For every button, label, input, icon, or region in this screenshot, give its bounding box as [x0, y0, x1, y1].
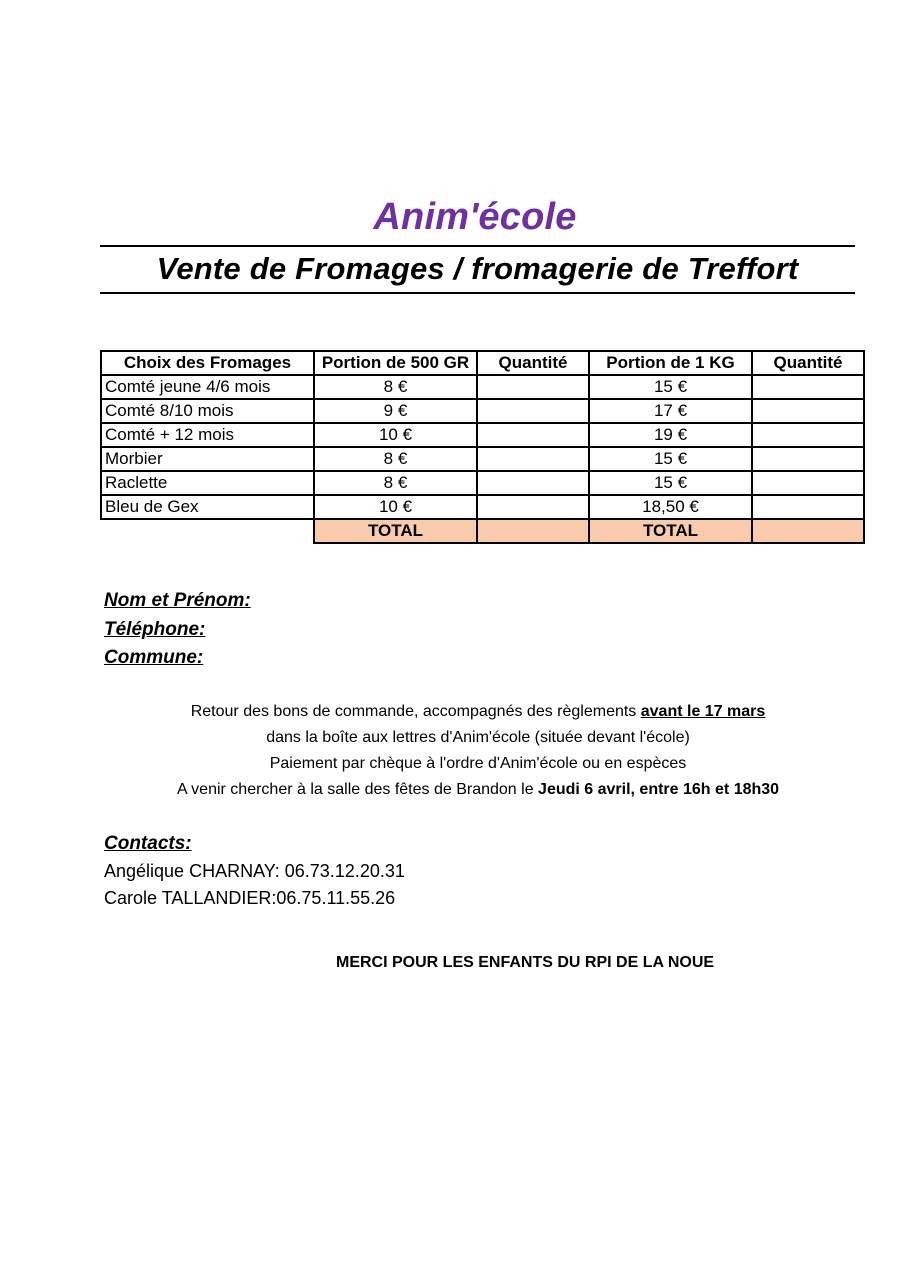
- price-500g: 8 €: [314, 375, 477, 399]
- price-500g: 9 €: [314, 399, 477, 423]
- column-header-quantity-1kg: Quantité: [752, 351, 864, 375]
- price-1kg: 18,50 €: [589, 495, 752, 519]
- payment-info-line: Paiement par chèque à l'ordre d'Anim'école ou en espèces: [269, 755, 687, 772]
- organization-title: Anim'école: [373, 196, 577, 238]
- column-header-price-1kg: Portion de 1 KG: [589, 351, 752, 375]
- pickup-info-line: [0, 781, 900, 799]
- return-info-line: [0, 703, 900, 721]
- cheese-name: Morbier: [101, 447, 314, 471]
- price-1kg: 15 €: [589, 375, 752, 399]
- price-1kg: 17 €: [589, 399, 752, 423]
- table-row: [101, 423, 864, 447]
- quantity-500g-cell[interactable]: [477, 423, 589, 447]
- cheese-name: Comté 8/10 mois: [101, 399, 314, 423]
- table-row: [101, 399, 864, 423]
- table-row: [101, 375, 864, 399]
- total-quantity-500g-cell[interactable]: [477, 519, 589, 543]
- quantity-1kg-cell[interactable]: [752, 423, 864, 447]
- contact-item: Angélique CHARNAY: 06.73.12.20.31: [104, 861, 405, 881]
- cheese-order-table: [100, 350, 865, 544]
- table-row: [101, 495, 864, 519]
- quantity-1kg-cell[interactable]: [752, 471, 864, 495]
- table-header-row: [101, 351, 864, 375]
- price-500g: 8 €: [314, 471, 477, 495]
- total-label-1kg: TOTAL: [589, 519, 752, 543]
- contacts-heading: Contacts:: [104, 833, 192, 854]
- contact-item: Carole TALLANDIER:06.75.11.55.26: [104, 888, 396, 908]
- phone-field-label: Téléphone:: [104, 619, 206, 640]
- deadline-text: avant le 17 mars: [640, 703, 766, 720]
- total-quantity-1kg-cell[interactable]: [752, 519, 864, 543]
- cheese-name: Comté jeune 4/6 mois: [101, 375, 314, 399]
- cheese-name: Bleu de Gex: [101, 495, 314, 519]
- quantity-500g-cell[interactable]: [477, 375, 589, 399]
- name-field-label: Nom et Prénom:: [104, 590, 251, 611]
- quantity-1kg-cell[interactable]: [752, 399, 864, 423]
- price-500g: 10 €: [314, 495, 477, 519]
- price-500g: 8 €: [314, 447, 477, 471]
- town-field-label: Commune:: [104, 647, 204, 668]
- quantity-1kg-cell[interactable]: [752, 495, 864, 519]
- quantity-500g-cell[interactable]: [477, 399, 589, 423]
- mailbox-info-line: dans la boîte aux lettres d'Anim'école (située devant l'école): [266, 729, 690, 746]
- price-1kg: 19 €: [589, 423, 752, 447]
- price-1kg: 15 €: [589, 447, 752, 471]
- cheese-name: Comté + 12 mois: [101, 423, 314, 447]
- table-row: [101, 471, 864, 495]
- total-label-500g: TOTAL: [314, 519, 477, 543]
- pickup-date-text: Jeudi 6 avril, entre 16h et 18h30: [538, 781, 780, 798]
- pickup-info-text: A venir chercher à la salle des fêtes de Brandon le: [176, 781, 539, 798]
- quantity-500g-cell[interactable]: [477, 495, 589, 519]
- return-info-text: Retour des bons de commande, accompagnés des règlements: [190, 703, 641, 720]
- table-row: [101, 447, 864, 471]
- title-bottom-rule: [100, 292, 855, 294]
- page-title: Vente de Fromages / fromagerie de Treffort: [156, 251, 799, 286]
- title-top-rule: [100, 245, 855, 247]
- price-500g: 10 €: [314, 423, 477, 447]
- quantity-1kg-cell[interactable]: [752, 375, 864, 399]
- total-row: [101, 519, 864, 543]
- total-row-spacer: [101, 519, 314, 543]
- quantity-500g-cell[interactable]: [477, 471, 589, 495]
- column-header-price-500g: Portion de 500 GR: [314, 351, 477, 375]
- column-header-cheese: Choix des Fromages: [101, 351, 314, 375]
- quantity-1kg-cell[interactable]: [752, 447, 864, 471]
- column-header-quantity-500g: Quantité: [477, 351, 589, 375]
- cheese-name: Raclette: [101, 471, 314, 495]
- quantity-500g-cell[interactable]: [477, 447, 589, 471]
- thanks-message: MERCI POUR LES ENFANTS DU RPI DE LA NOUE: [336, 954, 715, 971]
- price-1kg: 15 €: [589, 471, 752, 495]
